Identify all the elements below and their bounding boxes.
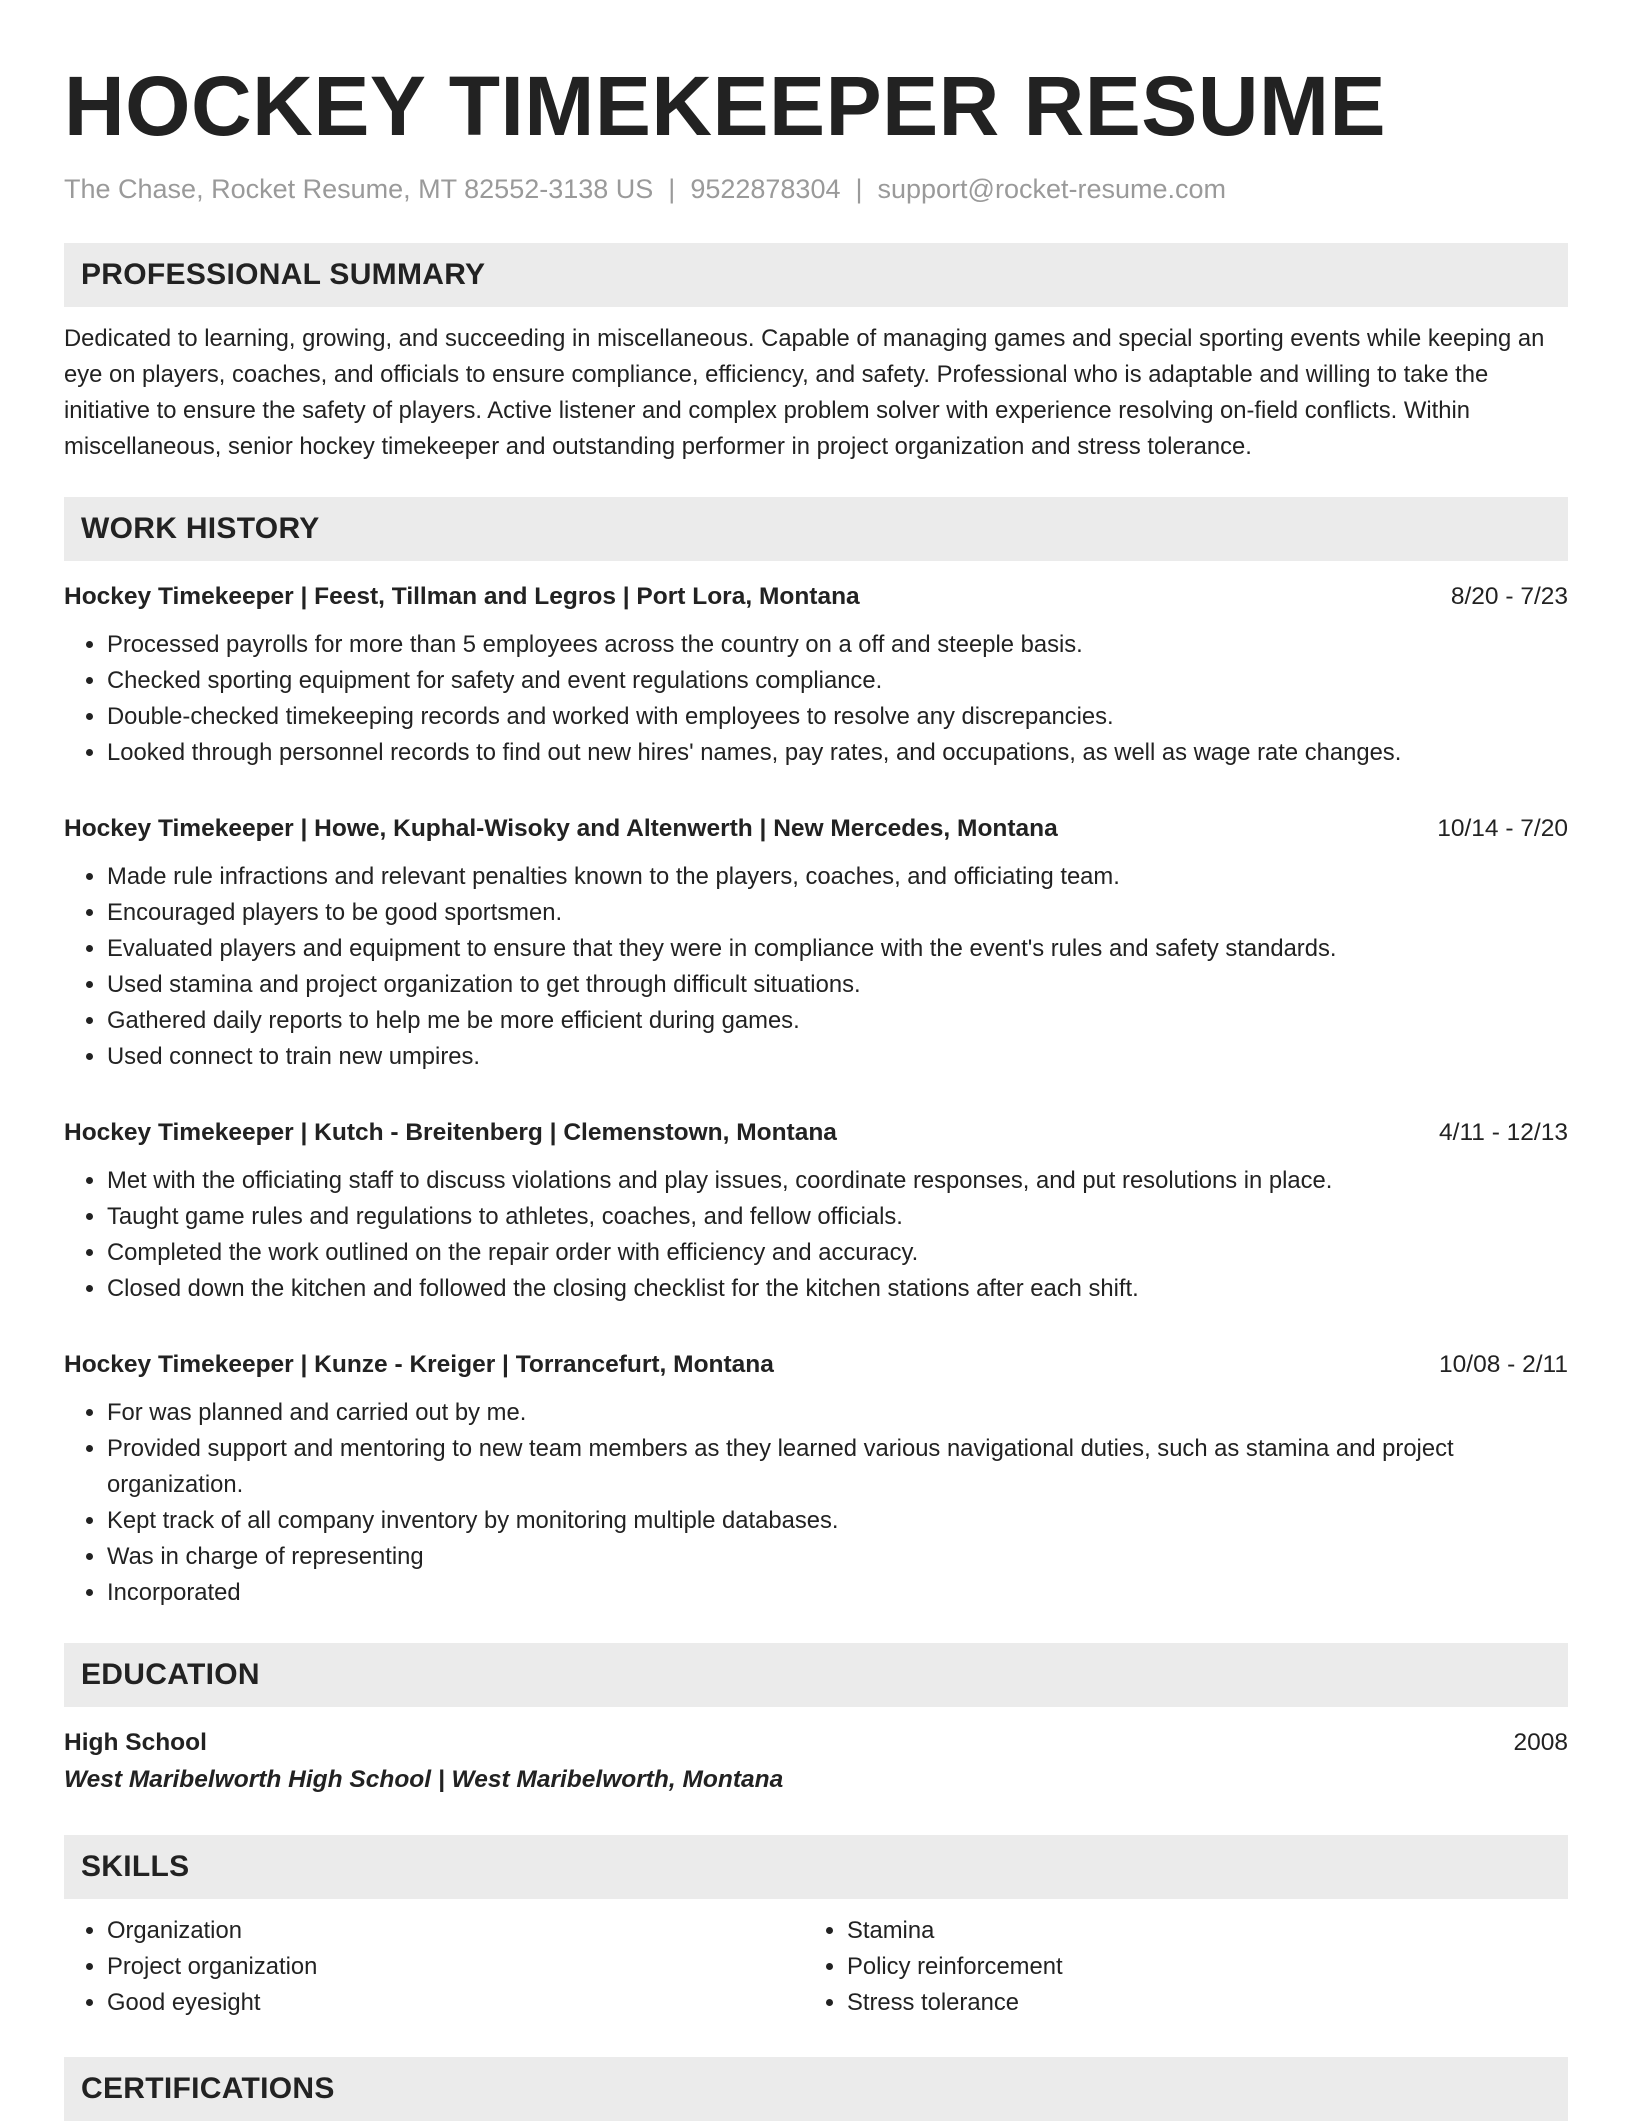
job-bullet: • Gathered daily reports to help me be more efficient during games. [107,1003,1568,1039]
job-bullet: • Provided support and mentoring to new team members as they learned various navigational duties, such as stamina and project organization. [107,1431,1568,1503]
education-entry [64,1707,1568,1761]
job-bullet-list [64,1163,1568,1307]
job-bullet: • Used connect to train new umpires. [107,1039,1568,1075]
job-bullet: • Was in charge of representing [107,1539,1568,1575]
job-dates: 8/20 - 7/23 [1450,583,1568,610]
job-header [64,561,1568,615]
job-bullet: • Taught game rules and regulations to athletes, coaches, and fellow officials. [107,1199,1568,1235]
job-header [64,1329,1568,1383]
job-bullet: • Incorporated [107,1575,1568,1611]
skills-column-right [804,1913,1544,2021]
education-year: 2008 [1513,1729,1568,1756]
skills-column-left [64,1913,804,2021]
job-bullet-list [64,859,1568,1075]
job-bullet: • For was planned and carried out by me. [107,1395,1568,1431]
job-bullet: • Evaluated players and equipment to ensure that they were in compliance with the event's rules and safety standards. [107,931,1568,967]
job-header [64,1097,1568,1151]
job-bullet: • Closed down the kitchen and followed the closing checklist for the kitchen stations after each shift. [107,1271,1568,1307]
contact-separator: | [855,174,863,204]
contact-address: The Chase, Rocket Resume, MT 82552-3138 US [64,174,654,204]
job-bullet: • Looked through personnel records to find out new hires' names, pay rates, and occupations, as well as wage rate changes. [107,735,1568,771]
job-title: Hockey Timekeeper | Howe, Kuphal-Wisoky and Altenwerth | New Mercedes, Montana [64,815,1058,842]
job-bullet: • Processed payrolls for more than 5 employees across the country on a off and steeple basis. [107,627,1568,663]
work-history-list [64,561,1568,1611]
job-bullet-list [64,627,1568,771]
skill-item: • Project organization [107,1949,804,1985]
section-heading-summary: PROFESSIONAL SUMMARY [64,243,1568,307]
job-bullet: • Met with the officiating staff to discuss violations and play issues, coordinate responses, and put resolutions in place. [107,1163,1568,1199]
job-dates: 10/08 - 2/11 [1439,1351,1568,1378]
job-entry [64,561,1568,771]
job-bullet: • Kept track of all company inventory by monitoring multiple databases. [107,1503,1568,1539]
contact-line [64,174,1568,205]
job-title: Hockey Timekeeper | Kutch - Breitenberg | Clemenstown, Montana [64,1119,837,1146]
job-title: Hockey Timekeeper | Feest, Tillman and Legros | Port Lora, Montana [64,583,860,610]
section-heading-skills: SKILLS [64,1835,1568,1899]
section-heading-certifications: CERTIFICATIONS [64,2057,1568,2121]
job-bullet: • Completed the work outlined on the repair order with efficiency and accuracy. [107,1235,1568,1271]
resume-title: HOCKEY TIMEKEEPER RESUME [64,59,1386,153]
job-entry [64,1329,1568,1611]
skills-list [64,1899,1568,2021]
job-header [64,793,1568,847]
job-dates: 4/11 - 12/13 [1439,1119,1568,1146]
section-heading-work-history: WORK HISTORY [64,497,1568,561]
section-heading-education: EDUCATION [64,1643,1568,1707]
education-degree: High School [64,1729,207,1756]
job-title: Hockey Timekeeper | Kunze - Kreiger | Torrancefurt, Montana [64,1351,774,1378]
job-bullet: • Double-checked timekeeping records and worked with employees to resolve any discrepancies. [107,699,1568,735]
job-bullet-list [64,1395,1568,1611]
job-bullet: • Encouraged players to be good sportsmen. [107,895,1568,931]
skill-item: • Stress tolerance [847,1985,1544,2021]
contact-separator: | [668,174,676,204]
job-bullet: • Made rule infractions and relevant penalties known to the players, coaches, and officiating team. [107,859,1568,895]
job-bullet: • Used stamina and project organization to get through difficult situations. [107,967,1568,1003]
job-dates: 10/14 - 7/20 [1437,815,1568,842]
education-school: West Maribelworth High School | West Maribelworth, Montana [64,1766,784,1793]
skill-item: • Policy reinforcement [847,1949,1544,1985]
skill-item: • Organization [107,1913,804,1949]
job-entry [64,1097,1568,1307]
job-bullet: • Checked sporting equipment for safety and event regulations compliance. [107,663,1568,699]
skill-item: • Good eyesight [107,1985,804,2021]
skill-item: • Stamina [847,1913,1544,1949]
contact-phone: 9522878304 [690,174,841,204]
job-entry [64,793,1568,1075]
contact-email[interactable]: support@rocket-resume.com [877,174,1227,204]
summary-text: Dedicated to learning, growing, and succeeding in miscellaneous. Capable of managing games and special sporting events while keeping an eye on players, coaches, and officials to ensure compliance, efficiency, and safety. Professional who is adaptable and willing to take the initiative to ensure the safety of players. Active listener and complex problem solver with experience resolving on-field conflicts. Within miscellaneous, senior hockey timekeeper and outstanding performer in project organization and stress tolerance. [64,325,1545,460]
